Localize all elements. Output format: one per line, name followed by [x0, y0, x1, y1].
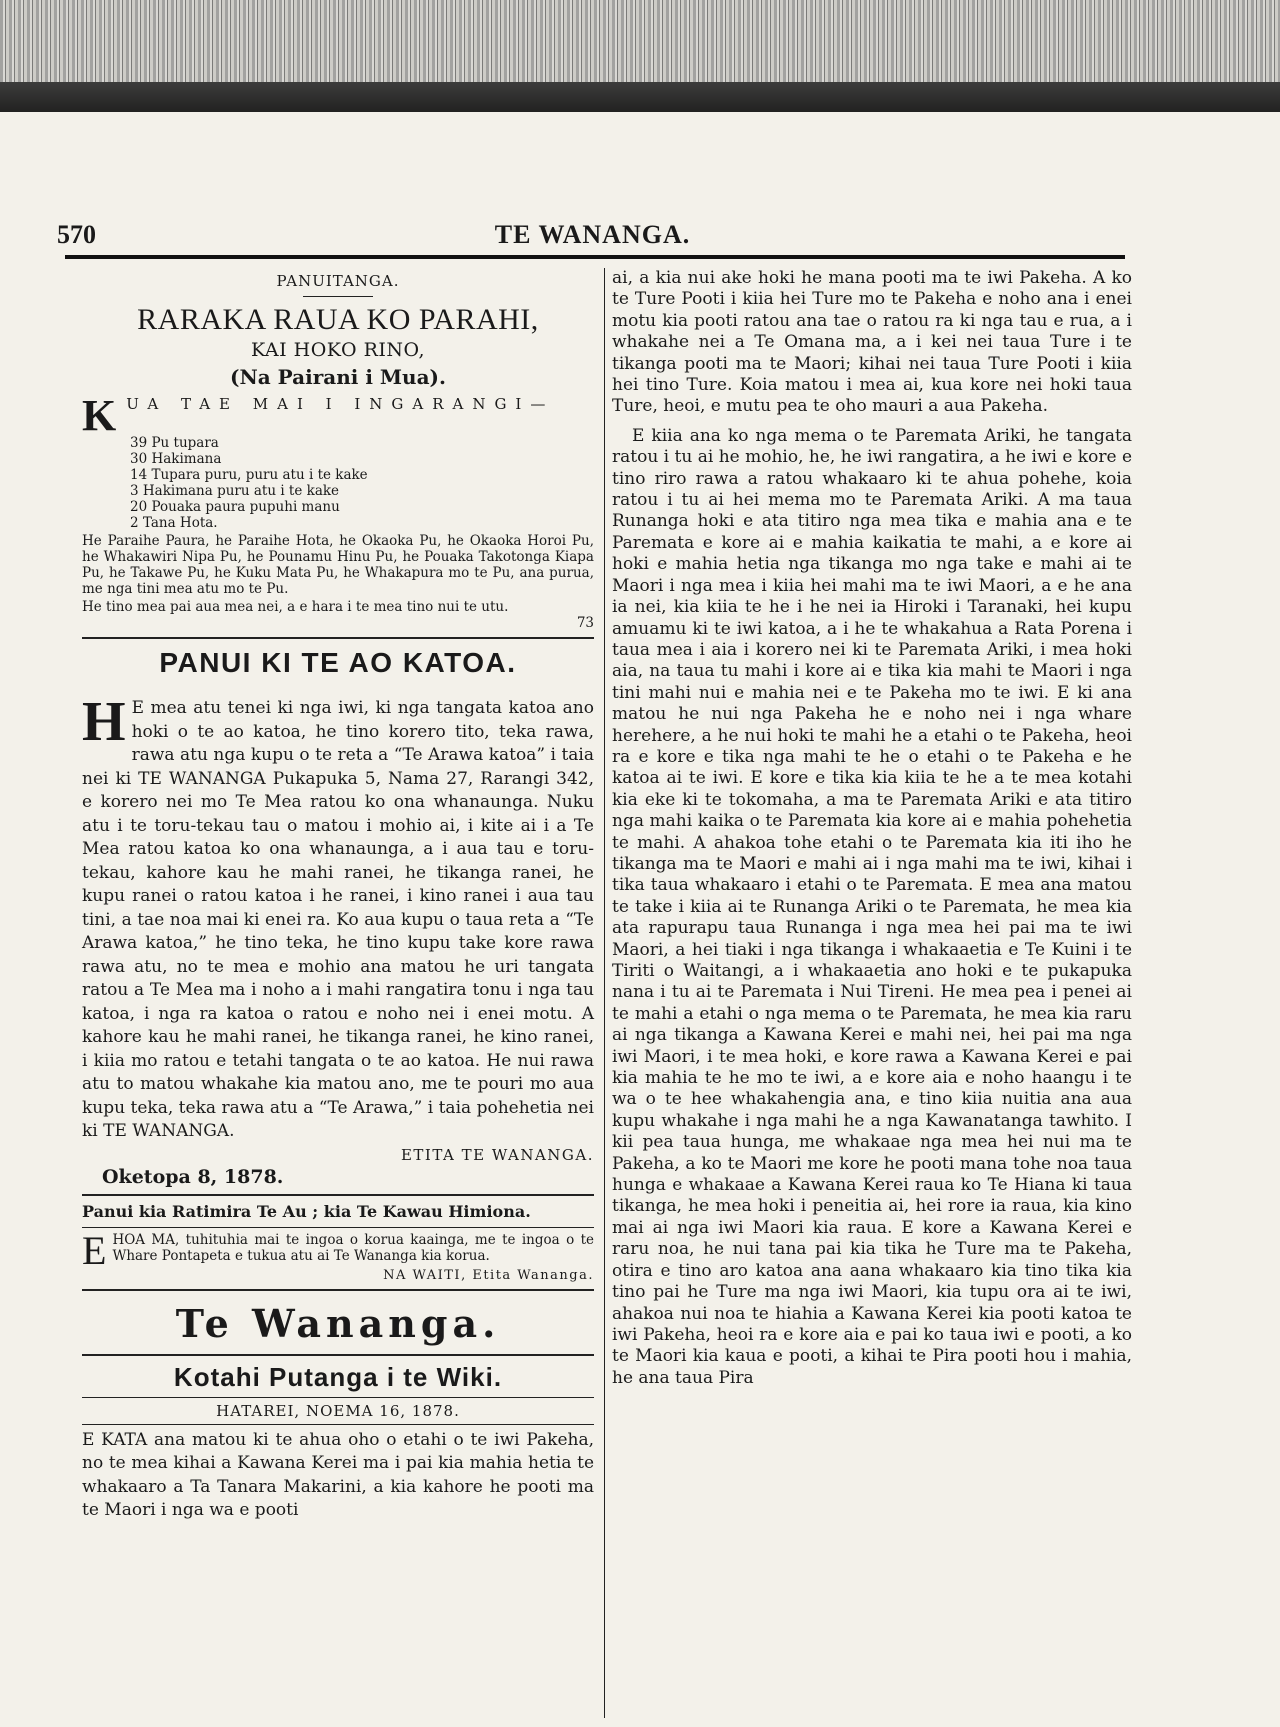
paper-dateline: HATAREI, NOEMA 16, 1878.: [216, 1401, 460, 1420]
left-column: [82, 268, 594, 1523]
ad-kicker: PANUITANGA.: [276, 272, 400, 290]
ad-subtitle-2: (Na Pairani i Mua).: [230, 365, 446, 389]
panui-drop-cap: H: [82, 691, 126, 753]
masthead-title: TE WANANGA.: [494, 220, 691, 249]
ad-subtitle: KAI HOKO RINO,: [250, 339, 426, 361]
section-rule: [82, 1289, 594, 1291]
notice-body: [82, 1227, 594, 1273]
ad-kicker-rule: [303, 296, 373, 297]
page-header: [55, 218, 1130, 252]
ad-lead: [82, 391, 594, 440]
right-paragraph-1: ai, a kia nui ake hoki he mana pooti ma te iwi Pakeha. A ko te Ture Pooti i kiia hei Ture mo te Pakeha e noho ana i enei motu kia pooti ratou ana tae o ratou ra ki nga tau e rua, a i whakahe nei a Te Omana ma, a i kei nei taua Ture i te tikanga pooti ma te Maori; kihai nei taua Ture Pooti i kiia hei tino Ture. Koia matou i mea ai, kua kore nei hoki taua Ture, heoi, e mutu pea te oho mauri a aua Pakeha.: [612, 268, 1132, 417]
notice-rule: [82, 1227, 594, 1228]
ad-closing-row: [82, 599, 594, 615]
right-paragraph-2: E kiia ana ko nga mema o te Paremata Ariki, he tangata ratou i tu ai he mohio, he, he iwi rangatira, a he iwi e kore e tino riro rawa a ratou whakaaro ki te ahua pohehe, koia ratou i tu ai hei mema mo te Paremata Ariki. A ma taua Runanga hoki e ata titiro nga mea tika e mahia ana e te Paremata e kore ai e mahia kaikatia te mahi, a e kore ai hoki e mahia hetia nga tikanga mo nga take e mahi ai te Maori i nga mea i kiia hei mahi ma te iwi Maori, a e he ana ia nei, kia kiia te he i he nei ia Hiroki i Taranaki, hei kupu amuamu ki te iwi katoa, a i he te whakahua a Rata Porena i taua mea i aia i korero nei ki te Paremata Ariki, i mea hoki aia, na taua tu mahi i kore ai e tika kia mahi te Maori i nga tini mahi nui e mahia nei e te Pakeha mo te iwi. E ki ana matou he nui nga Pakeha he e noho nei i nga whare herehere, a he nui hoki te mahi he a etahi o te Pakeha, heoi ra e kore e tika nga mahi te he o etahi o te Pakeha e he katoa ai te iwi. E kore e tika kia kiia te he a te mea kotahi kia eke ki te tokomaha, a ma te Paremata Ariki e ata titiro nga mahi kaika o te Paremata kia kore ai e mahia pohehetia te mahi. A ahakoa tohe etahi o te Paremata kia iti iho he tikanga ma te Maori e mahi ai i nga mahi ma te iwi, kihai i tika taua whakaaro i etahi o te Paremata. E mea ana matou te take i kiia ai te Runanga Ariki o te Paremata, he mea kia ata rapurapu taua Runanga i nga mea hei pai ma te iwi Maori, a hei tiaki i nga tikanga i whakaaetia e Te Kuini i te Tiriti o Waitangi, a i whakaaetia ano hoki e te pukapuka nana i tu ai te Paremata i Nui Tireni. He mea pea i penei ai te mahi a etahi o nga mema o te Paremata, he mea kia raru ai nga tikanga a Kawana Kerei e mahi nei, hei pai ma nga iwi Maori, i te mea hoki, e kore rawa a Kawana Kerei e pai kia mahia te he mo te iwi, a e kore aia e noho haangu i te wa o te hee whakahengia ana, e tino kiia nuitia ana aua kupu whakahe i nga mahi he a nga Kawanatanga tawhito. I kii pea taua hunga, me whakaae nga mea hei nui ma te Pakeha, a ko te Maori me kore he pooti mana tohe noa taua hunga e whakaae a Kawana Kerei raua ko Te Hiana ki taua tikanga, he mea hoki i peneitia ai, hei rore ia raua, kia kino mai ai nga iwi Maori kia raua. E kore a Kawana Kerei e raru noa, he nui tana pai kia tika he Ture ma te Pakeha, otira e tino aro katoa ana aana whakaaro kia tino tika kia tino pai he Ture ma nga iwi Maori, kia tupu ora ai te iwi, ahakoa nui noa te hiahia a Kawana Kerei kia pooti katoa te iwi Pakeha, heoi ra e kore aia e pai ko taua iwi e pooti, a ko te Maori kia kaua e pooti, a kihai te Pira pooti hou i mahia, he ana taua Pira: [612, 425, 1132, 1388]
ad-paragraph: He Paraihe Paura, he Paraihe Hota, he Okaoka Pu, he Okaoka Horoi Pu, he Whakawiri Nipa Pu, he Pounamu Hinu Pu, he Pouaka Takotonga Kiapa Pu, he Takawe Pu, he Kuku Mata Pu, he Whakapura mo te Pu, ana purua, me nga tini mea atu mo te Pu.: [82, 533, 594, 597]
ad-drop-cap: K: [82, 391, 117, 440]
section-rule: [82, 1194, 594, 1196]
ad-item: 14 Tupara puru, puru atu i te kake: [130, 467, 368, 483]
right-column: [612, 268, 1132, 1397]
notice-heading: Panui kia Ratimira Te Au ; kia Te Kawau Himiona.: [82, 1201, 531, 1221]
ad-lead-text: UA TAE MAI I INGARANGI—: [126, 395, 555, 413]
ad-item: 3 Hakimana puru atu i te kake: [130, 483, 340, 499]
panui-date: Oketopa 8, 1878.: [102, 1165, 284, 1188]
notice-body-text: HOA MA, tuhituhia mai te ingoa o koruа kaainga, me te ingoa o te Whare Pontapeta e tukua atu ai Te Wananga kia korua.: [112, 1231, 594, 1264]
notice-signature: NA WAITI, Etita Wananga.: [383, 1267, 594, 1283]
ad-item: 20 Pouaka paura pupuhi manu: [130, 499, 340, 515]
tagline-rule: [82, 1397, 594, 1398]
section-rule: [82, 637, 594, 639]
panui-signature: ETITA TE WANANGA.: [400, 1145, 594, 1164]
panui-body-text: E mea atu tenei ki nga iwi, ki nga tangata katoa ano hoki o te ao katoa, he tino korero tito, teka rawa, rawa atu nga kupu o te reta a “Te Arawa katoa” i taia nei ki TE WANANGA Pukapuka 5, Nama 27, Rarangi 342, e korero nei mo Te Mea ratou ko ona whanaunga. Nuku atu i te toru-tekau tau o matou i mohio ai, i kite ai i a Te Mea ratou katoa ko ona whanaunga, a i aua tau e toru-tekau, kahore kau he mahi ranei, he tikanga ranei, he kupu ranei o ratou katoa i he ranei, i kino ranei i aua tau tini, a tae noa mai ki enei ra. Ko aua kupu o taua reta a “Te Arawa katoa,” he tino teka, he tino kupu take kore rawa rawa atu, no te mea e mohio ana matou he uri tangata ratou a Te Mea ma i noho a i mahi rangatira tonu i nga tau katoa, i nga ra katoa o ratou e noho nei i enei motu. A kahore kau he mahi ranei, he tikanga ranei, he kino ranei, i kiia mo ratou e tetahi tangata o te ao katoa. He nui rawa atu to matou whakahe kia matou ano, me te pouri mo aua kupu teka, teka rawa atu a “Te Arawa,” i taia pohehetia nei ki TE WANANGA.: [82, 698, 594, 1141]
dateline-rule: [82, 1424, 594, 1425]
section-rule: [82, 1354, 594, 1356]
panui-title: PANUI KI TE AO KATOA.: [159, 647, 517, 678]
ad-item: 30 Hakimana: [130, 451, 222, 467]
header-rule: [65, 255, 1125, 259]
notice-drop-cap: E: [82, 1227, 107, 1273]
panui-body: [82, 691, 594, 1144]
ad-title: RARAKA RAUA KO PARAHI,: [137, 303, 539, 336]
page-number: 570: [57, 220, 96, 249]
ad-item-list: [130, 435, 594, 531]
ad-item: 2 Tana Hota.: [130, 515, 218, 531]
paper-tagline: Kotahi Putanga i te Wiki.: [173, 1361, 503, 1392]
ad-number-row: [82, 615, 594, 631]
ad-item: 39 Pu tupara: [130, 435, 219, 451]
paper-title: Te Wananga.: [175, 1300, 501, 1346]
ad-number: 73: [576, 615, 594, 631]
column-divider: [604, 268, 605, 1718]
ad-closing: He tino mea pai aua mea nei, a e hara i te mea tino nui te utu.: [82, 599, 509, 615]
paper-lead: E KATA ana matou ki te ahua oho o etahi o te iwi Pakeha, no te mea kihai a Kawana Kerei ma i pai kia mahia hetia te whakaaro a Ta Tanara Makarini, a kia kahore he pooti ma te Maori i nga wa e pooti: [82, 1429, 594, 1520]
